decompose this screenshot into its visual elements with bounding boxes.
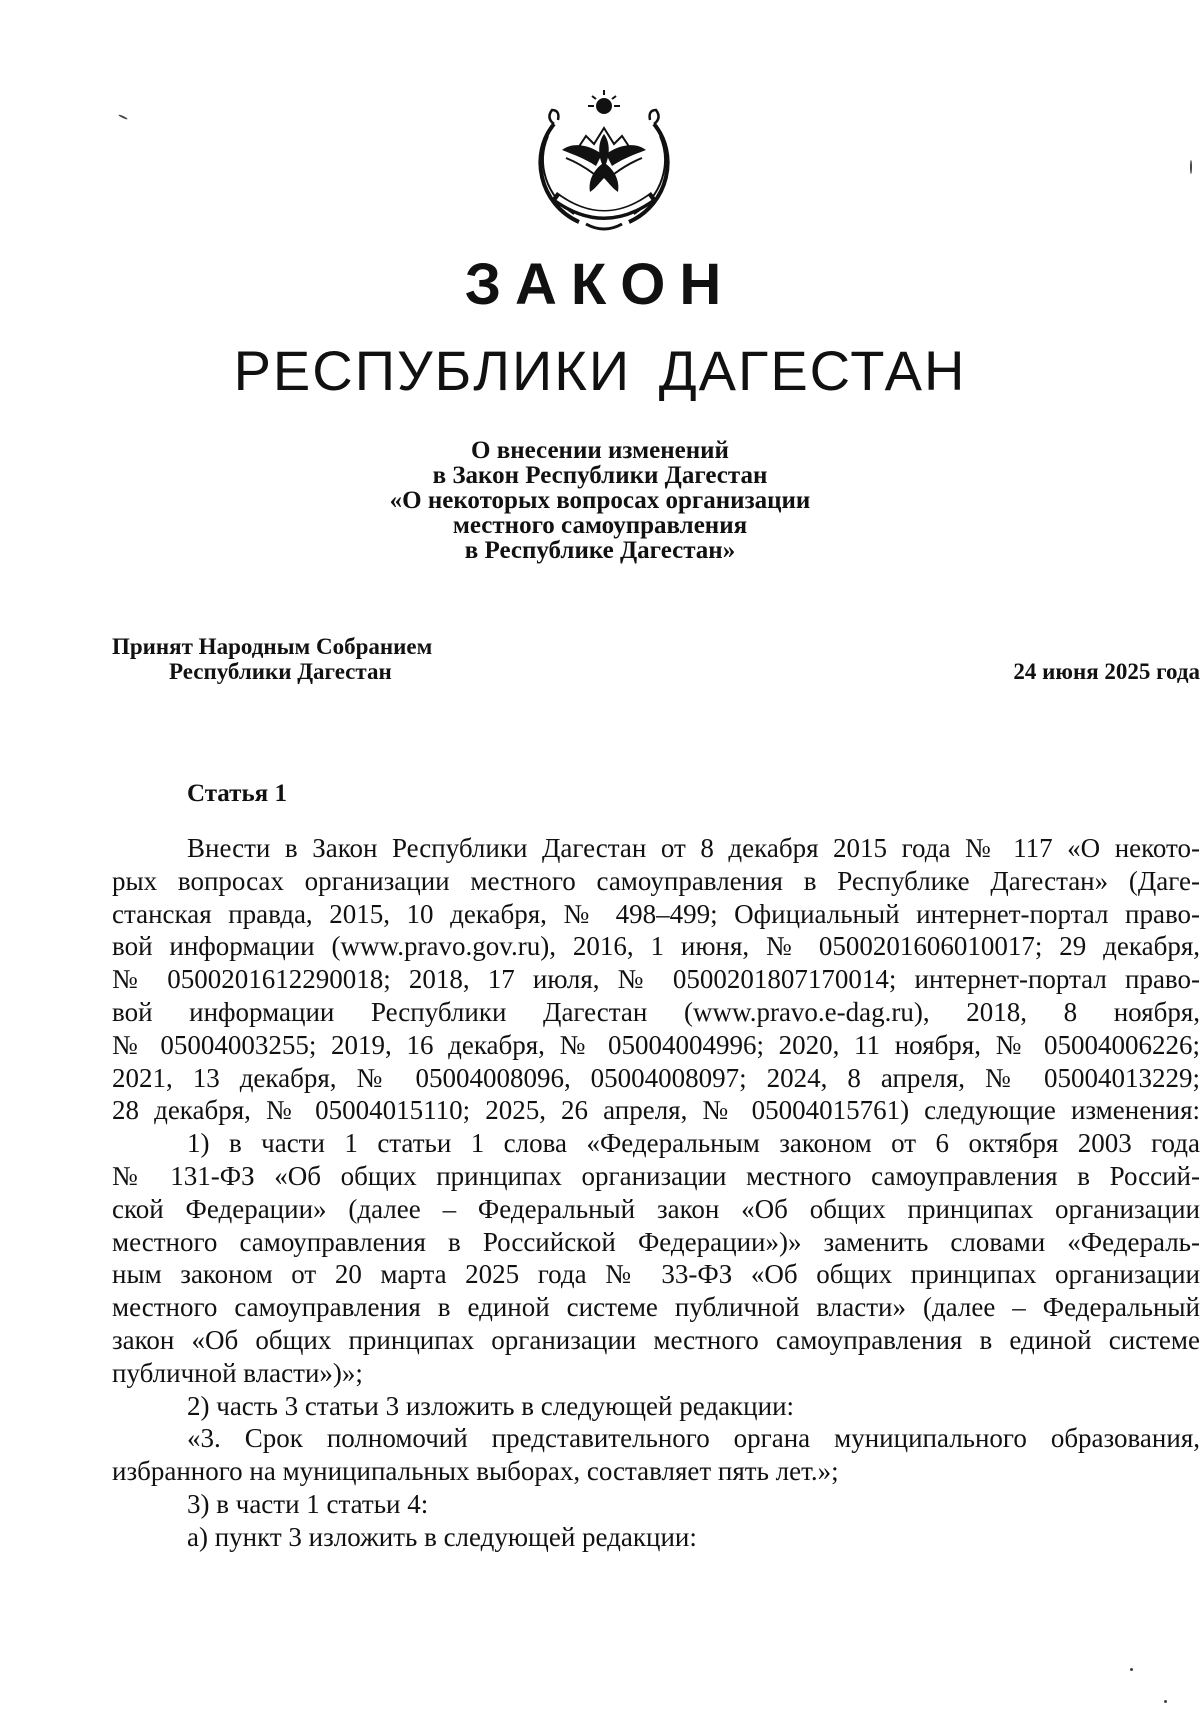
body-line: 3) в части 1 статьи 4:	[187, 1488, 429, 1519]
body-line: а) пункт 3 изложить в следующей редакции:	[187, 1521, 697, 1552]
scan-speck	[1164, 1700, 1167, 1703]
subject-line: в Республике Дагестан»	[464, 537, 736, 564]
article-heading: Статья 1	[187, 780, 287, 807]
document-subtitle: РЕСПУБЛИКИ ДАГЕСТАН	[233, 339, 967, 402]
scan-speck	[1190, 160, 1192, 174]
body-line: ным законом от 20 марта 2025 года № 33-ФЗ «Об общих принципах организации	[112, 1259, 1200, 1290]
body-line: 2021, 13 декабря, № 05004008096, 05004008097; 2024, 8 апреля, № 05004013229;	[112, 1062, 1200, 1093]
body-line: избранного на муниципальных выборах, составляет пять лет.»;	[112, 1456, 839, 1487]
law-subject	[0, 438, 1200, 563]
subject-line: в Закон Республики Дагестан	[432, 462, 768, 489]
subject-line: О внесении изменений	[471, 437, 729, 464]
document-title: ЗАКОН	[464, 252, 736, 317]
subject-line: местного самоуправления	[452, 512, 748, 539]
adoption-statement	[112, 634, 432, 684]
body-line: вой информации (www.pravo.gov.ru), 2016, 1 июня, № 0500201606010017; 29 декабря,	[112, 931, 1200, 962]
adoption-date: 24 июня 2025 года	[1013, 659, 1200, 684]
body-line: закон «Об общих принципах организации местного самоуправления в единой системе	[112, 1324, 1200, 1355]
scan-speck	[1130, 1668, 1133, 1671]
body-line: публичной власти»)»;	[112, 1357, 363, 1388]
body-line: рых вопросах организации местного самоуправления в Республике Дагестан» (Даге-	[112, 865, 1200, 896]
body-line: 2) часть 3 статьи 3 изложить в следующей редакции:	[187, 1390, 795, 1421]
body-line: станская правда, 2015, 10 декабря, № 498–499; Официальный интернет-портал право-	[112, 898, 1200, 929]
body-line: № 131-ФЗ «Об общих принципах организации местного самоуправления в Россий-	[112, 1160, 1200, 1191]
body-line: вой информации Республики Дагестан (www.pravo.e-dag.ru), 2018, 8 ноября,	[112, 996, 1200, 1027]
body-line: местного самоуправления в Российской Федерации»)» заменить словами «Федераль-	[112, 1226, 1200, 1257]
article-body	[112, 832, 1200, 1554]
emblem-graphic	[524, 84, 684, 234]
body-line: местного самоуправления в единой системе публичной власти» (далее – Федеральный	[112, 1292, 1200, 1323]
body-line: «3. Срок полномочий представительного органа муниципального образования,	[187, 1423, 1200, 1454]
adoption-line-1: Принят Народным Собранием	[112, 634, 433, 659]
scan-speck	[118, 114, 128, 120]
adoption-line-2: Республики Дагестан	[169, 659, 392, 684]
body-line: № 0500201612290018; 2018, 17 июля, № 0500201807170014; интернет-портал право-	[112, 964, 1200, 995]
body-line: 1) в части 1 статьи 1 слова «Федеральным законом от 6 октября 2003 года	[187, 1128, 1200, 1159]
subject-line: «О некоторых вопросах организации	[389, 487, 811, 514]
body-line: 28 декабря, № 05004015110; 2025, 26 апреля, № 05004015761) следующие изменения:	[112, 1095, 1200, 1126]
body-line: Внести в Закон Республики Дагестан от 8 декабря 2015 года № 117 «О некото-	[187, 833, 1200, 863]
body-line: ской Федерации» (далее – Федеральный закон «Об общих принципах организации	[112, 1193, 1200, 1224]
body-line: № 05004003255; 2019, 16 декабря, № 05004004996; 2020, 11 ноября, № 05004006226;	[112, 1029, 1200, 1060]
coat-of-arms-icon	[524, 84, 684, 234]
